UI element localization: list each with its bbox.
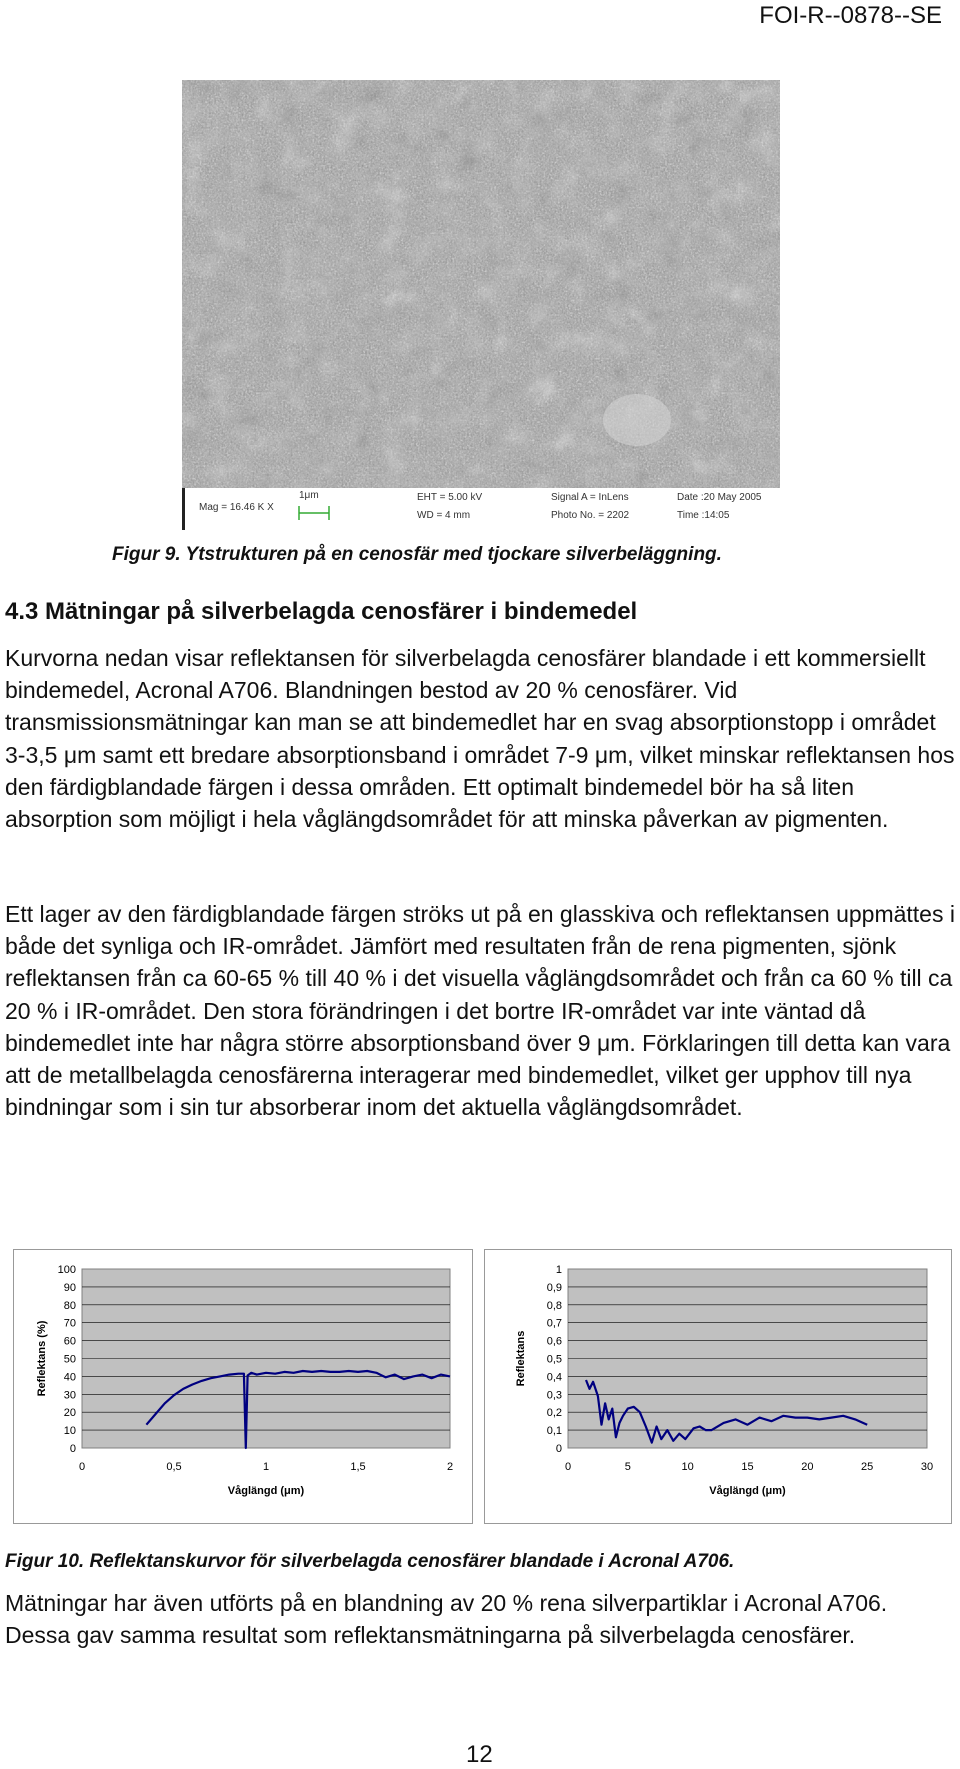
x-axis-label: Våglängd (μm): [227, 1485, 305, 1497]
y-tick-label: 0,2: [546, 1407, 562, 1420]
sem-photo: Photo No. = 2202: [551, 510, 630, 521]
sem-scale-label: 1μm: [299, 490, 319, 501]
x-tick-label: 1: [262, 1461, 270, 1473]
paragraph-1: Kurvorna nedan visar reflektansen för silverbelagda cenosfärer blandade i ett kommersiellt bindemedel, Acronal A706. Blandningen bestod av 20 % cenosfärer. Vid transmissionsmätningar kan man se att bindemedlet har en svag absorptionstopp i området 3-3,5 μm samt ett bredare absorptionsband i området 7-9 μm, vilket minskar reflektansen hos den färdigblandade färgen i dessa områden. Ett optimalt bindemedel bör ha så liten absorption som möjligt i hela våglängdsområdet för att minska påverkan av pigmenten.: [5, 645, 955, 833]
y-tick-label: 0,9: [546, 1281, 562, 1294]
y-axis-label: Reflektans (%): [36, 1320, 48, 1397]
figure-9-caption: Figur 9. Ytstrukturen på en cenosfär med tjockare silverbeläggning.: [112, 544, 722, 565]
sem-info-bar: [182, 488, 780, 530]
y-tick-label: 0,7: [546, 1317, 562, 1330]
x-tick-label: 0: [564, 1461, 572, 1473]
x-tick-label: 1,5: [350, 1461, 366, 1473]
y-tick-label: 1: [555, 1264, 562, 1276]
x-tick-label: 20: [801, 1461, 814, 1473]
scale-bar-icon: [297, 504, 331, 522]
y-tick-label: 60: [63, 1335, 76, 1348]
y-tick-label: 50: [63, 1353, 76, 1366]
sem-date: Date :20 May 2005: [677, 492, 762, 503]
y-tick-label: 10: [63, 1425, 76, 1438]
chart-reflectance-ir: [484, 1249, 952, 1524]
y-tick-label: 20: [63, 1407, 76, 1420]
x-tick-label: 15: [741, 1461, 754, 1473]
x-tick-label: 10: [681, 1461, 694, 1473]
sem-micrograph: [182, 80, 780, 530]
paragraph-2: Ett lager av den färdigblandade färgen ströks ut på en glasskiva och reflektansen uppmättes i både det synliga och IR-området. Jämfört med resultaten från de rena pigmenten, sjönk reflektansen från ca 60-65 % till 40 % i det visuella våglängdsområdet och från ca 60 % till ca 20 % i IR-området. Den stora förändringen i det bortre IR-området var inte väntad då bindemedlet inte har några större absorptionsband över 9 μm. Förklaringen till detta kan vara att de metallbelagda cenosfärerna interagerar med bindemedlet, vilket ger upphov till nya bindningar som i sin tur absorberar inom det aktuella våglängdsområdet.: [5, 901, 955, 1121]
y-tick-label: 0,1: [546, 1425, 562, 1438]
section-heading: 4.3 Mätningar på silverbelagda cenosfärer i bindemedel: [5, 598, 638, 625]
page-number: 12: [466, 1741, 493, 1768]
y-tick-label: 90: [63, 1281, 76, 1294]
chart-svg-1: [13, 1249, 473, 1524]
paragraph-3: Mätningar har även utförts på en blandning av 20 % rena silverpartiklar i Acronal A706. Dessa gav samma resultat som reflektansmätningarna på silverbelagda cenosfärer.: [5, 1590, 888, 1649]
sem-image: [182, 80, 780, 488]
x-tick-label: 5: [624, 1461, 631, 1473]
x-tick-label: 25: [861, 1461, 874, 1473]
y-tick-label: 0: [69, 1443, 76, 1455]
y-tick-label: 30: [63, 1389, 76, 1402]
y-tick-label: 80: [63, 1299, 76, 1312]
figure-10-caption: Figur 10. Reflektanskurvor för silverbelagda cenosfärer blandade i Acronal A706.: [5, 1551, 735, 1572]
x-tick-label: 0,5: [166, 1461, 182, 1473]
y-axis-label: Reflektans: [515, 1330, 527, 1387]
x-tick-label: 0: [78, 1461, 86, 1473]
x-tick-label: 2: [446, 1461, 454, 1473]
y-tick-label: 0: [555, 1443, 562, 1455]
document-id: FOI-R--0878--SE: [759, 2, 942, 29]
sem-eht: EHT = 5.00 kV: [417, 492, 483, 503]
sem-wd: WD = 4 mm: [417, 510, 471, 521]
x-axis-label: Våglängd (μm): [709, 1485, 786, 1497]
sem-time: Time :14:05: [677, 510, 730, 521]
y-tick-label: 40: [63, 1371, 76, 1384]
chart-svg-2: [484, 1249, 952, 1524]
x-tick-label: 30: [920, 1461, 934, 1473]
y-tick-label: 100: [57, 1264, 76, 1276]
y-tick-label: 0,8: [546, 1299, 562, 1312]
sem-signal: Signal A = InLens: [551, 492, 629, 503]
sem-magnification: Mag = 16.46 K X: [199, 502, 274, 513]
y-tick-label: 0,4: [546, 1371, 562, 1384]
y-tick-label: 0,3: [546, 1389, 562, 1402]
y-tick-label: 0,5: [546, 1353, 562, 1366]
chart-reflectance-visual: [13, 1249, 473, 1524]
y-tick-label: 0,6: [546, 1335, 562, 1348]
y-tick-label: 70: [63, 1317, 76, 1330]
